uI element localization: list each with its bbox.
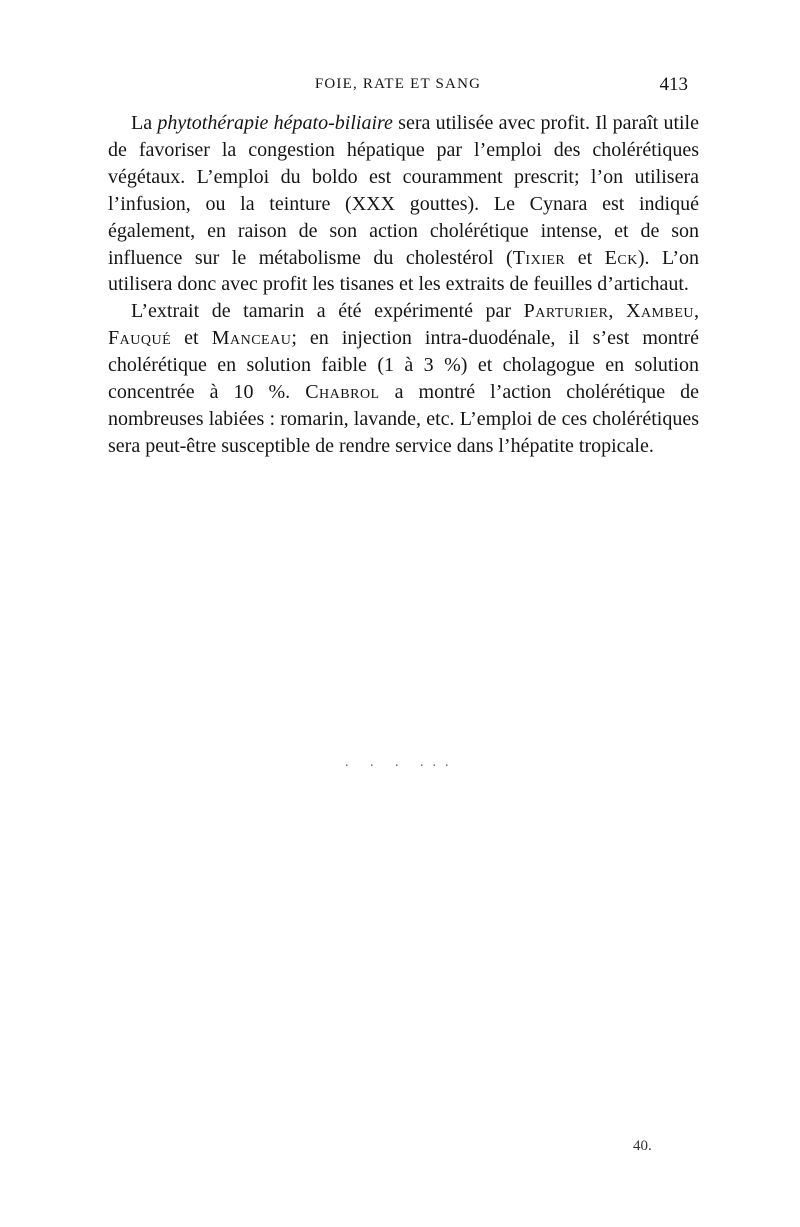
text-run: sera utilisée avec profit. Il paraît utile de favoriser la congestion hépatique par l’emploi des cholérétiques végétaux. L’emploi du boldo est couramment prescrit; l’on utilisera l’infusion, ou la teinture (XXX gouttes). Le Cynara est indiqué également, en raison de son action cholérétique intense, et de son influence sur le métabolisme du cholestérol ( (108, 112, 699, 269)
text-run: ; en injection intra-duodénale, il s’est montré cholérétique en solution faible (1 à 3 %) et cholagogue en solution concentrée à 10 %. (108, 327, 699, 404)
text-run: L’extrait de tamarin a été expérimenté par (131, 300, 524, 323)
italic-term: phytothérapie hépato-biliaire (157, 112, 393, 134)
text-run: , (694, 300, 700, 323)
body-text (108, 110, 699, 460)
paragraph-tamarin (108, 298, 699, 459)
author-name: Xambeu (626, 300, 695, 323)
running-title: FOIE, RATE ET SANG (314, 76, 482, 92)
text-run: et (565, 246, 605, 269)
page-number: 413 (659, 74, 688, 95)
text-run: et (171, 327, 212, 350)
author-name: Chabrol (305, 381, 380, 404)
paragraph-phytotherapie (108, 110, 699, 298)
author-name: Parturier (523, 300, 609, 323)
page-header (108, 76, 688, 100)
text-run: , (608, 300, 626, 323)
author-name: Eck (604, 246, 638, 269)
signature-mark: 40. (633, 1138, 652, 1154)
author-name: Fauqué (108, 327, 172, 350)
section-ornament: . . . ... (345, 755, 458, 770)
author-name: Tixier (512, 246, 566, 269)
text-run: La (131, 112, 158, 134)
text-run: a montré l’action cholérétique de nombreuses labiées : romarin, lavande, etc. L’emploi de ces cholérétiques sera peut-être susceptible de rendre service dans l’hépatite tropicale. (108, 381, 700, 457)
text-run: ). L’on utilisera donc avec profit les tisanes et les extraits de feuilles d’artichaut. (108, 246, 700, 296)
author-name: Manceau (211, 327, 292, 350)
